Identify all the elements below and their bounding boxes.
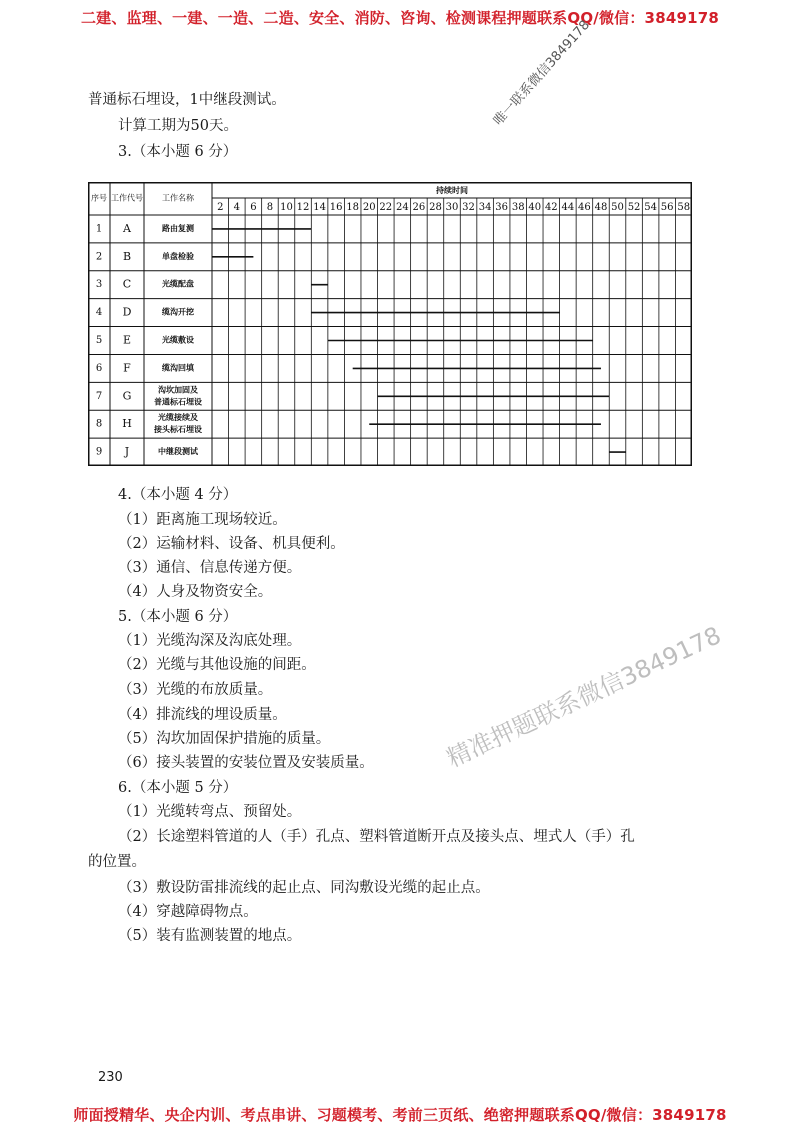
day-tick-label: 22 xyxy=(379,202,393,213)
section4-item-3: （3）通信、信息传递方便。 xyxy=(118,560,302,576)
row-name: 光缆敷设 xyxy=(162,334,194,345)
row-name: 中继段测试 xyxy=(158,446,198,457)
intro-line-2: 计算工期为50天。 xyxy=(118,118,238,134)
watermark-top: 唯一联系微信3849178 xyxy=(490,17,594,129)
row-code: J xyxy=(124,445,130,459)
section6-item-1: （1）光缆转弯点、预留处。 xyxy=(118,804,302,820)
day-tick-label: 56 xyxy=(660,202,674,213)
intro-line-1: 普通标石埋设，1中继段测试。 xyxy=(88,92,286,108)
day-tick-label: 24 xyxy=(395,202,409,213)
day-tick-label: 16 xyxy=(329,202,343,213)
section4-item-4: （4）人身及物资安全。 xyxy=(118,584,273,600)
watermark-middle: 精准押题联系微信3849178 xyxy=(442,621,726,773)
day-tick-label: 4 xyxy=(233,202,241,213)
row-code: A xyxy=(123,221,131,235)
top-banner: 二建、监理、一建、一造、二造、安全、消防、咨询、检测课程押题联系QQ/微信：3849178 xyxy=(80,9,720,27)
row-code: F xyxy=(123,361,131,375)
row-code: H xyxy=(122,417,132,431)
row-index: 1 xyxy=(95,223,103,235)
day-tick-label: 36 xyxy=(495,202,509,213)
row-index: 9 xyxy=(95,446,103,458)
header-duration: 持续时间 xyxy=(436,185,468,195)
section6-item-3: （3）敷设防雷排流线的起止点、同沟敷设光缆的起止点。 xyxy=(118,880,490,896)
section6-item-2: （2）长途塑料管道的人（手）孔点、塑料管道断开点及接头点、埋式人（手）孔 xyxy=(118,829,635,845)
section6-title: 6.（本小题 5 分） xyxy=(118,780,238,796)
header-index: 序号 xyxy=(91,193,107,203)
section4-title: 4.（本小题 4 分） xyxy=(118,487,238,503)
row-index: 7 xyxy=(95,390,103,402)
row-name: 单盘检验 xyxy=(162,250,194,261)
day-tick-label: 30 xyxy=(445,202,459,213)
row-name: 缆沟开挖 xyxy=(162,306,194,317)
day-tick-label: 2 xyxy=(217,202,224,213)
section3-title: 3.（本小题 6 分） xyxy=(118,144,238,160)
section6-item-5: （5）装有监测装置的地点。 xyxy=(118,928,302,944)
day-tick-label: 38 xyxy=(511,202,525,213)
row-code: D xyxy=(122,305,132,319)
row-index: 5 xyxy=(95,335,103,346)
section5-item-2: （2）光缆与其他设施的间距。 xyxy=(118,657,316,673)
section5-item-5: （5）沟坎加固保护措施的质量。 xyxy=(118,731,331,747)
row-code: B xyxy=(122,249,132,263)
day-tick-label: 58 xyxy=(677,202,691,213)
day-tick-label: 40 xyxy=(528,202,542,213)
day-tick-label: 20 xyxy=(362,202,376,213)
row-name: 接头标石埋设 xyxy=(154,424,202,435)
section5-item-1: （1）光缆沟深及沟底处理。 xyxy=(118,633,302,649)
header-name: 工作名称 xyxy=(162,193,194,203)
day-tick-label: 54 xyxy=(644,202,657,213)
row-name: 缆沟回填 xyxy=(162,362,194,373)
day-tick-label: 26 xyxy=(412,202,426,213)
section6-item-2-cont: 的位置。 xyxy=(88,854,146,870)
section5-item-3: （3）光缆的布放质量。 xyxy=(118,682,273,698)
day-tick-label: 8 xyxy=(266,202,274,213)
row-index: 6 xyxy=(95,362,103,374)
row-name: 沟坎加固及 xyxy=(158,384,198,395)
section5-item-6: （6）接头装置的安装位置及安装质量。 xyxy=(118,755,374,771)
day-tick-label: 48 xyxy=(594,202,608,213)
section4-item-2: （2）运输材料、设备、机具便利。 xyxy=(118,536,345,552)
row-code: G xyxy=(122,389,132,403)
day-tick-label: 12 xyxy=(296,202,310,213)
row-index: 3 xyxy=(95,279,103,291)
day-tick-label: 44 xyxy=(561,202,575,213)
day-tick-label: 28 xyxy=(429,202,442,213)
schedule-table xyxy=(88,182,692,472)
row-code: C xyxy=(122,277,132,291)
day-tick-label: 42 xyxy=(544,202,558,213)
day-tick-label: 50 xyxy=(611,202,624,213)
bottom-banner: 师面授精华、央企内训、考点串讲、习题模考、考前三页纸、绝密押题联系QQ/微信：3849178 xyxy=(73,1106,727,1124)
section5-title: 5.（本小题 6 分） xyxy=(118,609,238,625)
day-tick-label: 14 xyxy=(313,202,326,213)
section4-item-1: （1）距离施工现场较近。 xyxy=(118,512,287,528)
section5-item-4: （4）排流线的埋设质量。 xyxy=(118,707,287,723)
row-index: 4 xyxy=(95,307,103,319)
page-number: 230 xyxy=(98,1070,123,1085)
day-tick-label: 6 xyxy=(250,202,257,213)
day-tick-label: 32 xyxy=(462,202,475,213)
row-name: 光缆接续及 xyxy=(158,412,198,423)
day-tick-label: 52 xyxy=(627,202,641,213)
row-code: E xyxy=(122,333,132,347)
row-index: 8 xyxy=(95,418,103,430)
section6-item-4: （4）穿越障碍物点。 xyxy=(118,904,258,920)
row-name: 路由复测 xyxy=(162,222,194,233)
day-tick-label: 34 xyxy=(478,202,492,213)
gantt-chart xyxy=(88,182,692,468)
row-name: 光缆配盘 xyxy=(162,278,194,289)
day-tick-label: 46 xyxy=(578,202,591,213)
header-code: 工作代号 xyxy=(111,193,143,203)
day-tick-label: 10 xyxy=(280,202,293,213)
row-name: 普通标石埋设 xyxy=(154,396,202,407)
row-index: 2 xyxy=(95,251,103,263)
day-tick-label: 18 xyxy=(346,202,360,213)
